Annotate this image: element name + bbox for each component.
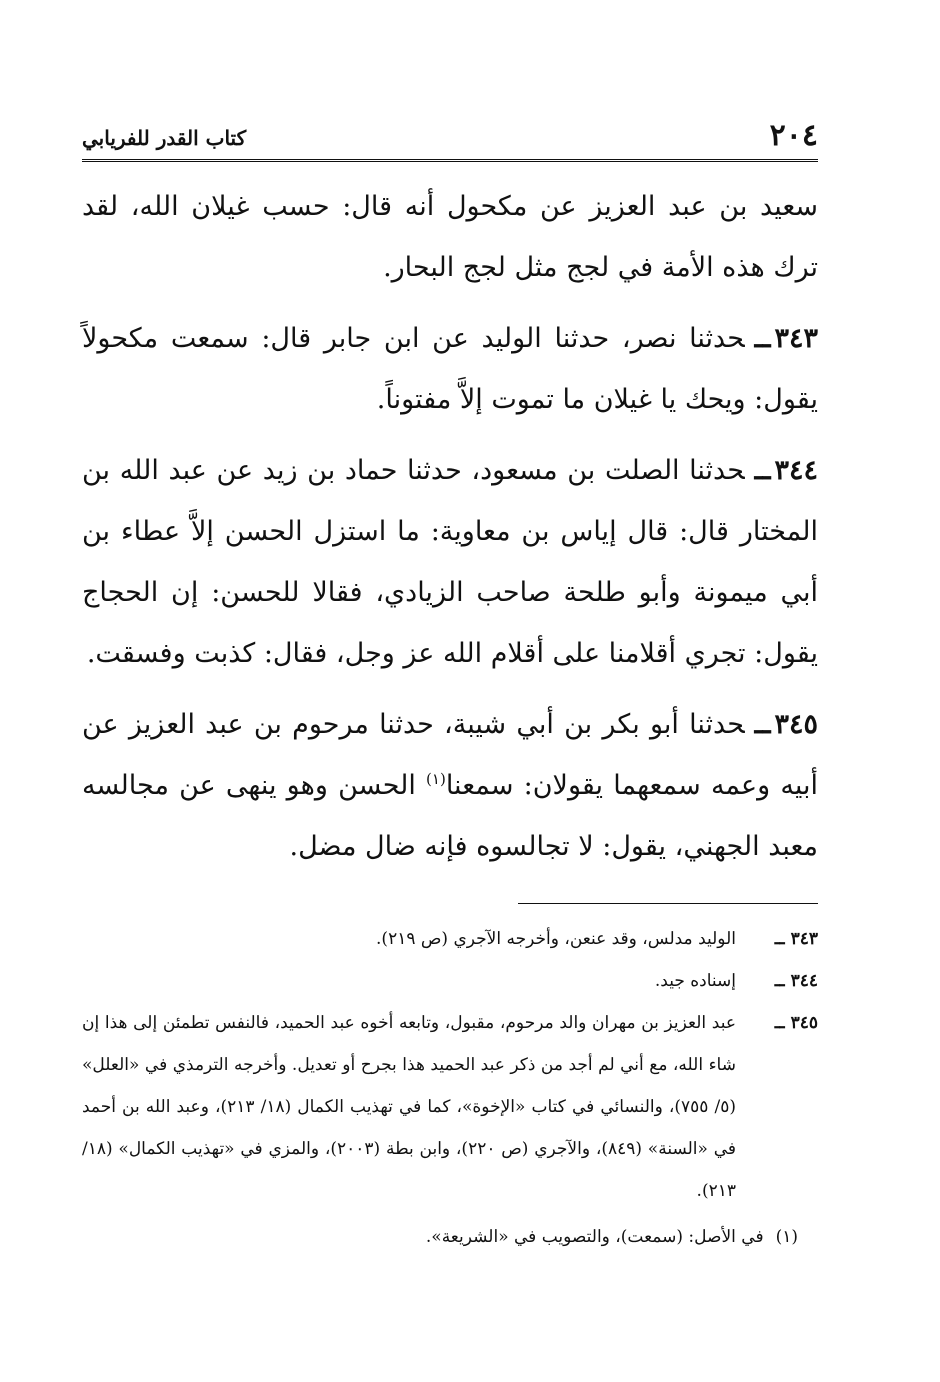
book-page bbox=[82, 118, 818, 1258]
hadith-343 bbox=[82, 308, 818, 430]
hadith-number: ٣٤٤ bbox=[774, 455, 818, 486]
hadith-number: ٣٤٣ bbox=[774, 323, 818, 354]
hadith-dash: ــ bbox=[754, 323, 771, 354]
footnote-344 bbox=[82, 960, 818, 1002]
page-header bbox=[82, 118, 818, 159]
hadith-text-continued: الحسن وهو ينهى عن مجالسه معبد الجهني، يقول: لا تجالسوه فإنه ضال مضل. bbox=[82, 770, 818, 862]
hadith-dash: ــ bbox=[754, 455, 771, 486]
footnote-label: ٣٤٣ ــ bbox=[774, 929, 818, 949]
endnote-label: (١) bbox=[775, 1227, 798, 1247]
hadith-345 bbox=[82, 694, 818, 877]
hadith-text: حدثنا الصلت بن مسعود، حدثنا حماد بن زيد عن عبد الله بن المختار قال: قال إياس بن معاوية: ما استزل الحسن إلاَّ عطاء بن أبي ميمونة وأبو طلحة صاحب الزيادي، فقالا للحسن: إن الحجاج يقول: تجري أقلامنا على أقلام الله عز وجل، فقال: كذبت وفسقت. bbox=[82, 455, 818, 669]
footnote-text: عبد العزيز بن مهران والد مرحوم، مقبول، وتابعه أخوه عبد الحميد، فالنفس تطمئن إلى هذا إن شاء الله، مع أني لم أجد من ذكر عبد الحميد هذا بجرح أو تعديل. وأخرجه الترمذي في «العلل» (٥/ ٧٥٥)، والنسائي في كتاب «الإخوة»، كما في تهذيب الكمال (١٨/ ٢١٣)، وعبد الله بن أحمد في «السنة» (٨٤٩)، والآجري (ص ٢٢٠)، وابن بطة (٢٠٠٣)، والمزي في «تهذيب الكمال» (١٨/ ٢١٣). bbox=[82, 1013, 736, 1201]
paragraph-continuation: سعيد بن عبد العزيز عن مكحول أنه قال: حسب غيلان الله، لقد ترك هذه الأمة في لجج مثل لجج البحار. bbox=[82, 191, 818, 283]
hadith-text: حدثنا أبو بكر بن أبي شيبة، حدثنا مرحوم بن عبد العزيز عن أبيه وعمه سمعهما يقولان: سمعنا bbox=[82, 709, 818, 801]
hadith-dash: ــ bbox=[754, 709, 771, 740]
footnote-separator bbox=[518, 903, 818, 904]
header-rule bbox=[82, 159, 818, 162]
footnote-label: ٣٤٤ ــ bbox=[774, 971, 818, 991]
hadith-number: ٣٤٥ bbox=[774, 709, 818, 740]
hadith-344 bbox=[82, 440, 818, 684]
footnote-text: إسناده جيد. bbox=[654, 971, 736, 991]
page-number: ٢٠٤ bbox=[769, 118, 818, 153]
footnote-343 bbox=[82, 918, 818, 960]
footnote-text: الوليد مدلس، وقد عنعن، وأخرجه الآجري (ص ٢١٩). bbox=[376, 929, 736, 949]
footnote-345 bbox=[82, 1002, 818, 1212]
footnote-label: ٣٤٥ ــ bbox=[774, 1013, 818, 1033]
hadith-text: حدثنا نصر، حدثنا الوليد عن ابن جابر قال: سمعت مكحولاً يقول: ويحك يا غيلان ما تموت إلاَّ مفتوناً. bbox=[82, 323, 818, 415]
endnote-text: في الأصل: (سمعت)، والتصويب في «الشريعة». bbox=[425, 1227, 764, 1247]
endnote-1 bbox=[82, 1216, 818, 1258]
running-title: كتاب القدر للفريابي bbox=[82, 126, 247, 150]
footnote-reference[interactable]: (١) bbox=[426, 770, 446, 788]
